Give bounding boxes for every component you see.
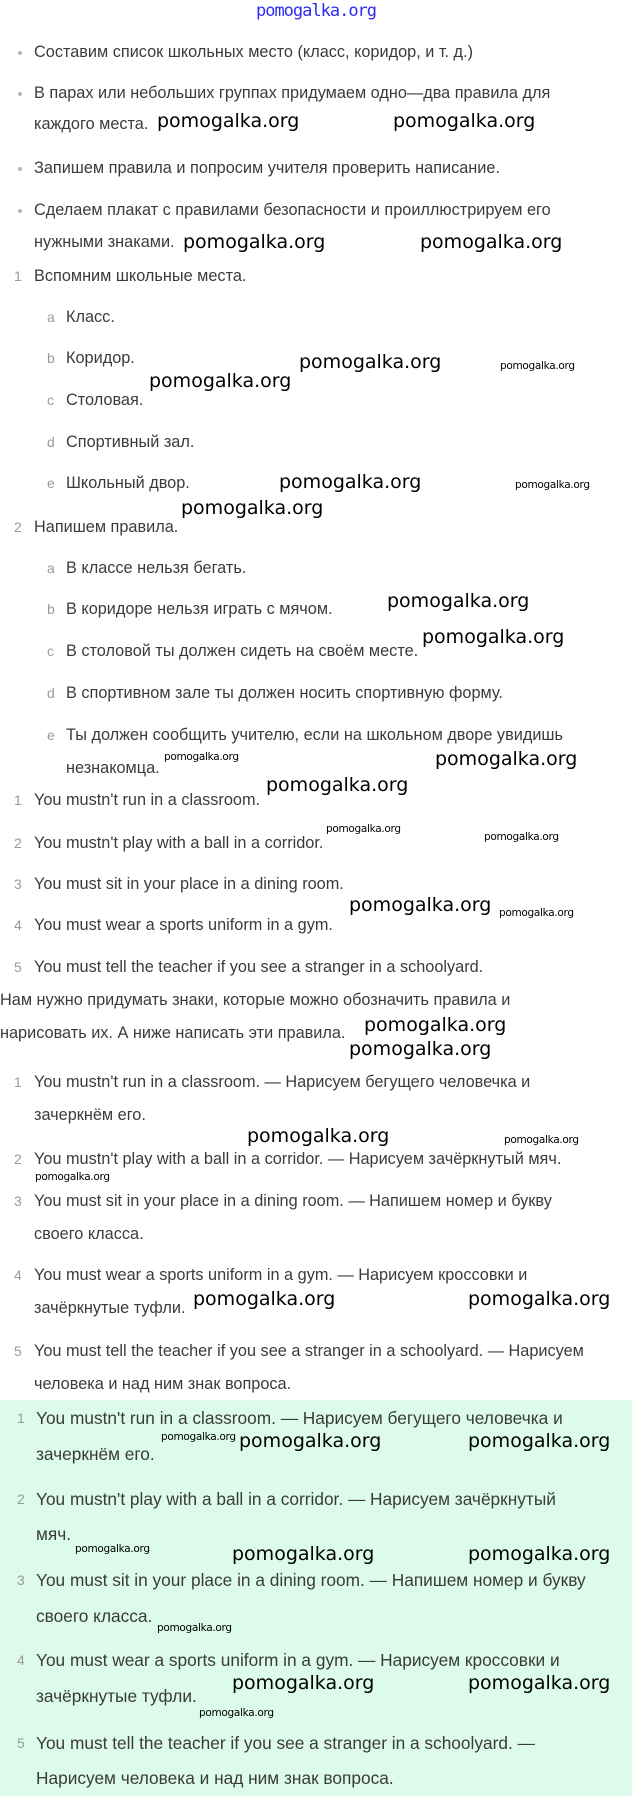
list-number: 5 xyxy=(14,959,22,975)
watermark: pomogalka.org xyxy=(500,360,575,372)
plan-substep-text: Ты должен сообщить учителю, если на школьном дворе увидишь xyxy=(66,726,563,744)
watermark: pomogalka.org xyxy=(149,370,292,392)
watermark: pomogalka.org xyxy=(247,1125,390,1147)
plan-substep-text: В спортивном зале ты должен носить спортивную форму. xyxy=(66,684,503,702)
list-letter: e xyxy=(47,727,55,743)
plan-step-text: Напишем правила. xyxy=(34,518,179,536)
plan-substep-text: Спортивный зал. xyxy=(66,433,195,451)
sign-item-text: своего класса. xyxy=(34,1225,144,1243)
sign-item-text: зачеркнём его. xyxy=(34,1106,146,1124)
watermark: pomogalka.org xyxy=(349,894,492,916)
watermark: pomogalka.org xyxy=(468,1430,611,1452)
bullet-item-text: Запишем правила и попросим учителя проверить написание. xyxy=(34,159,500,177)
answer-item-text: Нарисуем человека и над ним знак вопроса. xyxy=(36,1768,394,1788)
watermark: pomogalka.org xyxy=(199,1707,274,1719)
answer-item-text: своего класса. xyxy=(36,1606,153,1626)
list-number: 2 xyxy=(14,835,22,851)
watermark: pomogalka.org xyxy=(468,1672,611,1694)
list-number: 1 xyxy=(14,1074,22,1090)
plan-step-text: Вспомним школьные места. xyxy=(34,267,247,285)
plan-substep-text: Школьный двор. xyxy=(66,474,190,492)
sign-item-text: You must tell the teacher if you see a stranger in a schoolyard. — Нарисуем xyxy=(34,1342,584,1360)
list-letter: c xyxy=(47,392,54,408)
english-rule-text: You must sit in your place in a dining room. xyxy=(34,875,344,893)
list-number: 5 xyxy=(14,1343,22,1359)
watermark: pomogalka.org xyxy=(504,1134,579,1146)
sign-item-text: зачёркнутые туфли. xyxy=(34,1299,186,1317)
sign-item-text: You must sit in your place in a dining room. — Напишем номер и букву xyxy=(34,1192,552,1210)
sign-item-text: You must wear a sports uniform in a gym. — Нарисуем кроссовки и xyxy=(34,1266,528,1284)
watermark: pomogalka.org xyxy=(326,823,401,835)
watermark: pomogalka.org xyxy=(468,1543,611,1565)
watermark: pomogalka.org xyxy=(349,1038,492,1060)
bullet-item-text: В парах или небольших группах придумаем одно—два правила для xyxy=(34,84,551,102)
watermark: pomogalka.org xyxy=(157,1622,232,1634)
watermark: pomogalka.org xyxy=(420,231,563,253)
list-letter: c xyxy=(47,643,54,659)
list-number: 1 xyxy=(14,268,22,284)
plan-substep-text: В коридоре нельзя играть с мячом. xyxy=(66,600,333,618)
list-number: 2 xyxy=(17,1491,25,1507)
watermark: pomogalka.org xyxy=(183,231,326,253)
watermark: pomogalka.org xyxy=(164,751,239,763)
list-number: 4 xyxy=(14,917,22,933)
bullet-dot-icon xyxy=(18,92,22,96)
bullet-item-text: Составим список школьных место (класс, коридор, и т. д.) xyxy=(34,43,474,61)
english-rule-text: You mustn't play with a ball in a corridor. xyxy=(34,834,324,852)
watermark: pomogalka.org xyxy=(35,1171,110,1183)
list-number: 1 xyxy=(14,792,22,808)
watermark: pomogalka.org xyxy=(422,626,565,648)
watermark: pomogalka.org xyxy=(279,471,422,493)
list-number: 3 xyxy=(14,876,22,892)
bullet-item-text: нужными знаками. xyxy=(34,233,175,251)
watermark: pomogalka.org xyxy=(484,831,559,843)
bullet-item-text: каждого места. xyxy=(34,115,149,133)
list-letter: b xyxy=(47,601,55,617)
sign-item-text: человека и над ним знак вопроса. xyxy=(34,1375,292,1393)
bullet-dot-icon xyxy=(18,167,22,171)
watermark: pomogalka.org xyxy=(232,1672,375,1694)
watermark: pomogalka.org xyxy=(364,1014,507,1036)
answer-item-text: You must tell the teacher if you see a stranger in a schoolyard. — xyxy=(36,1733,535,1753)
plan-substep-text: Коридор. xyxy=(66,349,135,367)
watermark: pomogalka.org xyxy=(75,1543,150,1555)
bullet-dot-icon xyxy=(18,51,22,55)
watermark: pomogalka.org xyxy=(499,907,574,919)
bullet-dot-icon xyxy=(18,209,22,213)
watermark: pomogalka.org xyxy=(181,497,324,519)
answer-item-text: зачёркнутые туфли. xyxy=(36,1686,197,1706)
plan-substep-text: незнакомца. xyxy=(66,759,160,777)
list-letter: d xyxy=(47,434,55,450)
watermark: pomogalka.org xyxy=(435,748,578,770)
answer-item-text: мяч. xyxy=(36,1524,72,1544)
list-letter: a xyxy=(47,560,55,576)
answer-item-text: You must wear a sports uniform in a gym. — Нарисуем кроссовки и xyxy=(36,1650,560,1670)
sign-item-text: You mustn't run in a classroom. — Нарисуем бегущего человечка и xyxy=(34,1073,531,1091)
plan-substep-text: В классе нельзя бегать. xyxy=(66,559,247,577)
list-number: 4 xyxy=(14,1267,22,1283)
paragraph-text: нарисовать их. А ниже написать эти правила. xyxy=(0,1024,346,1042)
watermark: pomogalka.org xyxy=(515,479,590,491)
bullet-item-text: Сделаем плакат с правилами безопасности и проиллюстрируем его xyxy=(34,201,551,219)
watermark: pomogalka.org xyxy=(232,1543,375,1565)
answer-item-text: зачеркнём его. xyxy=(36,1444,155,1464)
list-number: 4 xyxy=(17,1652,25,1668)
list-letter: b xyxy=(47,350,55,366)
watermark: pomogalka.org xyxy=(393,110,536,132)
answer-item-text: You mustn't run in a classroom. — Нарисуем бегущего человечка и xyxy=(36,1408,563,1428)
watermark: pomogalka.org xyxy=(157,110,300,132)
list-number: 3 xyxy=(14,1193,22,1209)
list-letter: a xyxy=(47,309,55,325)
english-rule-text: You mustn't run in a classroom. xyxy=(34,791,261,809)
list-number: 1 xyxy=(17,1410,25,1426)
sign-item-text: You mustn't play with a ball in a corridor. — Нарисуем зачёркнутый мяч. xyxy=(34,1150,562,1168)
english-rule-text: You must tell the teacher if you see a stranger in a schoolyard. xyxy=(34,958,484,976)
watermark: pomogalka.org xyxy=(161,1431,236,1443)
plan-substep-text: Класс. xyxy=(66,308,115,326)
plan-substep-text: Столовая. xyxy=(66,391,144,409)
list-number: 2 xyxy=(14,1151,22,1167)
list-number: 2 xyxy=(14,519,22,535)
list-number: 5 xyxy=(17,1735,25,1751)
watermark: pomogalka.org xyxy=(387,590,530,612)
watermark: pomogalka.org xyxy=(266,774,409,796)
watermark: pomogalka.org xyxy=(193,1288,336,1310)
list-letter: d xyxy=(47,685,55,701)
answer-item-text: You mustn't play with a ball in a corridor. — Нарисуем зачёркнутый xyxy=(36,1489,556,1509)
header-watermark: pomogalka.org xyxy=(255,1,377,21)
watermark: pomogalka.org xyxy=(468,1288,611,1310)
watermark: pomogalka.org xyxy=(239,1430,382,1452)
list-number: 3 xyxy=(17,1572,25,1588)
answer-item-text: You must sit in your place in a dining room. — Напишем номер и букву xyxy=(36,1570,586,1590)
watermark: pomogalka.org xyxy=(299,351,442,373)
english-rule-text: You must wear a sports uniform in a gym. xyxy=(34,916,333,934)
paragraph-text: Нам нужно придумать знаки, которые можно обозначить правила и xyxy=(0,991,511,1009)
plan-substep-text: В столовой ты должен сидеть на своём месте. xyxy=(66,642,419,660)
list-letter: e xyxy=(47,475,55,491)
